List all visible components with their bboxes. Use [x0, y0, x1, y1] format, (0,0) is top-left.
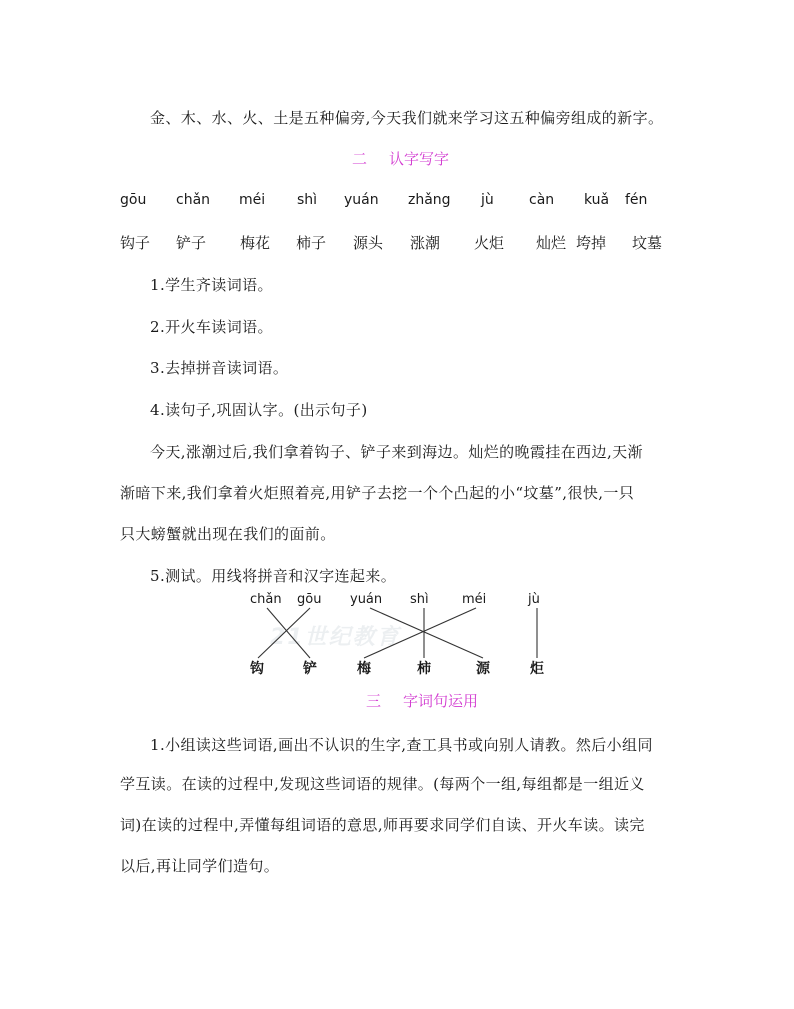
pinyin-item: zhǎng — [408, 192, 451, 208]
word-item: 柿子 — [296, 234, 327, 252]
pinyin-item: yuán — [344, 192, 379, 208]
figure-hanzi: 梅 — [357, 661, 371, 677]
figure-pinyin: chǎn — [250, 592, 282, 607]
pinyin-item: shì — [297, 192, 318, 208]
paragraph-line: 以后,再让同学们造句。 — [120, 857, 280, 875]
connector-line — [370, 608, 483, 658]
section-title: 字词句运用 — [403, 692, 479, 710]
step-item: 3.去掉拼音读词语。 — [150, 359, 289, 377]
figure-hanzi: 炬 — [530, 661, 544, 677]
paragraph-line: 只大螃蟹就出现在我们的面前。 — [120, 525, 336, 543]
paragraph-line: 词)在读的过程中,弄懂每组词语的意思,师再要求同学们自读、开火车读。读完 — [120, 816, 645, 834]
section-title: 认字写字 — [389, 150, 450, 168]
paragraph-line: 学互读。在读的过程中,发现这些词语的规律。(每两个一组,每组都是一组近义 — [120, 775, 645, 793]
pinyin-item: kuǎ — [584, 192, 610, 208]
matching-figure — [240, 592, 560, 682]
section-heading-2 — [352, 148, 449, 169]
watermark: 21世纪教育 — [270, 625, 401, 650]
pinyin-item: fén — [625, 192, 648, 208]
figure-pinyin: yuán — [350, 592, 383, 607]
word-item: 钩子 — [120, 234, 151, 252]
word-item: 灿烂 — [536, 234, 567, 252]
figure-hanzi: 源 — [476, 661, 490, 677]
figure-hanzi: 柿 — [417, 661, 431, 677]
figure-hanzi: 钩 — [250, 661, 264, 677]
step-item: 2.开火车读词语。 — [150, 318, 273, 336]
pinyin-item: jù — [481, 192, 494, 208]
figure-pinyin: jù — [528, 592, 540, 607]
word-item: 铲子 — [176, 234, 207, 252]
connector-line — [258, 608, 310, 658]
pinyin-item: méi — [239, 192, 266, 208]
intro-paragraph: 金、木、水、火、土是五种偏旁,今天我们就来学习这五种偏旁组成的新字。 — [150, 109, 664, 127]
pinyin-item: chǎn — [176, 192, 211, 208]
connector-line — [267, 608, 310, 658]
word-item: 梅花 — [240, 234, 271, 252]
step-item: 4.读句子,巩固认字。(出示句子) — [150, 401, 368, 419]
word-item: 涨潮 — [410, 234, 441, 252]
figure-hanzi: 铲 — [303, 661, 317, 677]
step-item: 5.测试。用线将拼音和汉字连起来。 — [150, 567, 397, 585]
word-item: 火炬 — [474, 234, 505, 252]
connecting-lines — [240, 592, 560, 682]
section-number: 三 — [366, 692, 382, 710]
word-item: 源头 — [353, 234, 384, 252]
paragraph-line: 1.小组读这些词语,画出不认识的生字,查工具书或向别人请教。然后小组同 — [150, 736, 653, 754]
paragraph-line: 今天,涨潮过后,我们拿着钩子、铲子来到海边。灿烂的晚霞挂在西边,天渐 — [150, 443, 643, 461]
figure-pinyin: shì — [410, 592, 429, 607]
word-item: 坟墓 — [632, 234, 663, 252]
word-item: 垮掉 — [576, 234, 607, 252]
pinyin-item: càn — [529, 192, 555, 208]
paragraph-line: 渐暗下来,我们拿着火炬照着亮,用铲子去挖一个个凸起的小“坟墓”,很快,一只 — [120, 484, 635, 502]
figure-pinyin: gōu — [297, 592, 322, 607]
figure-pinyin: méi — [462, 592, 487, 607]
connector-line — [364, 608, 476, 658]
section-number: 二 — [352, 150, 368, 168]
section-heading-3 — [366, 690, 478, 711]
step-item: 1.学生齐读词语。 — [150, 276, 273, 294]
pinyin-item: gōu — [120, 192, 147, 208]
